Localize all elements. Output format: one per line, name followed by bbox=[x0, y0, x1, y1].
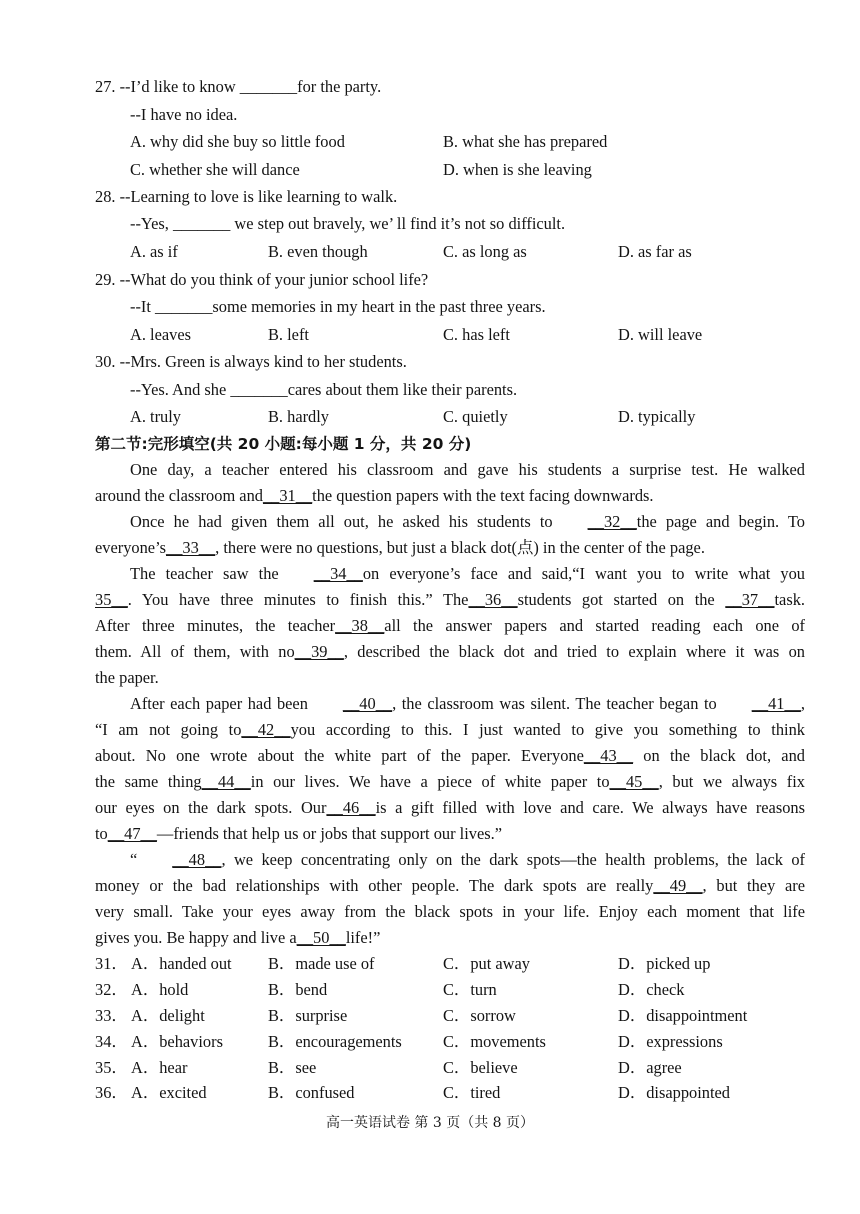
choice-number: 33． bbox=[95, 1006, 128, 1025]
choice-option-c: C．turn bbox=[443, 980, 497, 999]
question-29-reply: --It _______some memories in my heart in the past three years. bbox=[130, 297, 546, 316]
choice-option-b: B．confused bbox=[268, 1083, 355, 1102]
passage-line: very small. Take your eyes away from the black spots in your life. Enjoy each moment that life bbox=[95, 902, 805, 921]
passage-line: the same thing__44__in our lives. We have a piece of white paper to__45__, but we always fix bbox=[95, 772, 805, 791]
blank-37: __37__ bbox=[725, 590, 775, 609]
passage-line: After each paper had been __40__, the classroom was silent. The teacher began to __41__, bbox=[130, 694, 805, 713]
question-30-stem: 30. --Mrs. Green is always kind to her students. bbox=[95, 352, 407, 371]
question-27-reply: --I have no idea. bbox=[130, 105, 238, 124]
question-29-option-a: A. leaves bbox=[130, 325, 191, 344]
blank-45: __45__ bbox=[609, 772, 659, 791]
passage-line: everyone’s__33__, there were no questions, but just a black dot(点) in the center of the page. bbox=[95, 538, 705, 557]
choice-option-c: C．movements bbox=[443, 1032, 546, 1051]
choice-number: 35． bbox=[95, 1058, 128, 1077]
choice-option-d: D．expressions bbox=[618, 1032, 723, 1051]
passage-line: One day, a teacher entered his classroom and gave his students a surprise test. He walked bbox=[130, 460, 805, 479]
choice-option-b: B．surprise bbox=[268, 1006, 348, 1025]
passage-line: about. No one wrote about the white part of the paper. Everyone__43__ on the black dot, and bbox=[95, 746, 805, 765]
blank-47: __47__ bbox=[107, 824, 157, 843]
choice-option-c: C．tired bbox=[443, 1083, 501, 1102]
choice-number: 31． bbox=[95, 954, 128, 973]
choice-option-d: D．picked up bbox=[618, 954, 711, 973]
passage-line: money or the bad relationships with other people. The dark spots are really__49__, but they are bbox=[95, 876, 805, 895]
passage-line: “I am not going to__42__you according to this. I just wanted to give you something to think bbox=[95, 720, 805, 739]
choice-option-a: A．delight bbox=[131, 1006, 205, 1025]
blank-46: __46__ bbox=[326, 798, 376, 817]
choice-option-d: D．disappointed bbox=[618, 1083, 730, 1102]
passage-line: After three minutes, the teacher__38__all the answer papers and started reading each one of bbox=[95, 616, 806, 635]
choice-option-c: C．put away bbox=[443, 954, 530, 973]
choice-option-b: B．bend bbox=[268, 980, 328, 999]
question-29-option-d: D. will leave bbox=[618, 325, 703, 344]
question-28-option-d: D. as far as bbox=[618, 242, 692, 261]
question-27-option-c: C. whether she will dance bbox=[130, 160, 300, 179]
question-28-option-a: A. as if bbox=[130, 242, 178, 261]
question-29-option-b: B. left bbox=[268, 325, 309, 344]
blank-31: __31__ bbox=[262, 486, 313, 505]
choice-option-a: A．hear bbox=[131, 1058, 188, 1077]
blank-42: __42__ bbox=[241, 720, 291, 739]
question-30-option-d: D. typically bbox=[618, 407, 696, 426]
blank-38: __38__ bbox=[335, 616, 385, 635]
choice-option-a: A．handed out bbox=[131, 954, 232, 973]
question-30-option-c: C. quietly bbox=[443, 407, 508, 426]
blank-50: __50__ bbox=[296, 928, 346, 947]
page-footer: 高一英语试卷 第 3 页（共 8 页） bbox=[325, 1115, 535, 1131]
question-30-option-a: A. truly bbox=[130, 407, 181, 426]
section-title: 第二节:完形填空(共 20 小题:每小题 1 分，共 20 分) bbox=[95, 435, 472, 453]
choice-option-d: D．disappointment bbox=[618, 1006, 748, 1025]
blank-40: __40__ bbox=[342, 694, 393, 713]
passage-line: the paper. bbox=[95, 668, 159, 687]
choice-option-a: A．excited bbox=[131, 1083, 207, 1102]
question-30-reply: --Yes. And she _______cares about them like their parents. bbox=[130, 380, 518, 399]
choice-number: 36． bbox=[95, 1083, 128, 1102]
passage-line: to__47__—friends that help us or jobs that support our lives.” bbox=[95, 824, 502, 843]
question-27-option-d: D. when is she leaving bbox=[443, 160, 592, 179]
choice-option-c: C．believe bbox=[443, 1058, 518, 1077]
passage-line: around the classroom and__31__the question papers with the text facing downwards. bbox=[95, 486, 654, 505]
question-30-option-b: B. hardly bbox=[268, 407, 330, 426]
passage-line: them. All of them, with no__39__, described the black dot and tried to explain where it was on bbox=[95, 642, 805, 661]
passage-line: 35__. You have three minutes to finish this.” The__36__students got started on the __37__task. bbox=[95, 590, 805, 609]
passage-line: gives you. Be happy and live a__50__life!” bbox=[95, 928, 381, 947]
question-27-stem: 27. --I’d like to know _______for the party. bbox=[95, 77, 382, 96]
blank-34: __34__ bbox=[313, 564, 363, 583]
blank-43: __43__ bbox=[583, 746, 634, 765]
passage-line: “ __48__, we keep concentrating only on the dark spots—the health problems, the lack of bbox=[130, 850, 805, 869]
blank-49: __49__ bbox=[653, 876, 703, 895]
blank-36: __36__ bbox=[468, 590, 518, 609]
blank-44: __44__ bbox=[201, 772, 251, 791]
blank-39: __39__ bbox=[294, 642, 344, 661]
choice-option-a: A．behaviors bbox=[131, 1032, 223, 1051]
blank-41: __41__ bbox=[751, 694, 801, 713]
question-27-option-b: B. what she has prepared bbox=[443, 132, 608, 151]
question-28-option-c: C. as long as bbox=[443, 242, 527, 261]
question-28-reply: --Yes, _______ we step out bravely, we’ ll find it’s not so difficult. bbox=[130, 214, 566, 233]
question-27-option-a: A. why did she buy so little food bbox=[130, 132, 345, 151]
passage-line: The teacher saw the __34__on everyone’s face and said,“I want you to write what you bbox=[130, 564, 805, 583]
blank-33: __33__ bbox=[166, 538, 216, 557]
choice-option-d: D．agree bbox=[618, 1058, 682, 1077]
blank-35: 35__ bbox=[95, 590, 128, 609]
choice-option-b: B．encouragements bbox=[268, 1032, 402, 1051]
choice-option-b: B．made use of bbox=[268, 954, 375, 973]
passage-line: Once he had given them all out, he asked his students to __32__the page and begin. To bbox=[130, 512, 805, 531]
choice-option-a: A．hold bbox=[131, 980, 189, 999]
choice-option-c: C．sorrow bbox=[443, 1006, 516, 1025]
question-29-option-c: C. has left bbox=[443, 325, 510, 344]
choice-option-b: B．see bbox=[268, 1058, 317, 1077]
question-28-stem: 28. --Learning to love is like learning to walk. bbox=[95, 187, 398, 206]
passage-line: our eyes on the dark spots. Our__46__is a gift filled with love and care. We always have reasons bbox=[95, 798, 805, 817]
question-29-stem: 29. --What do you think of your junior school life? bbox=[95, 270, 429, 289]
question-28-option-b: B. even though bbox=[268, 242, 368, 261]
blank-32: __32__ bbox=[587, 512, 637, 531]
choice-option-d: D．check bbox=[618, 980, 685, 999]
choice-number: 32． bbox=[95, 980, 128, 999]
blank-48: __48__ bbox=[172, 850, 222, 869]
choice-number: 34． bbox=[95, 1032, 128, 1051]
